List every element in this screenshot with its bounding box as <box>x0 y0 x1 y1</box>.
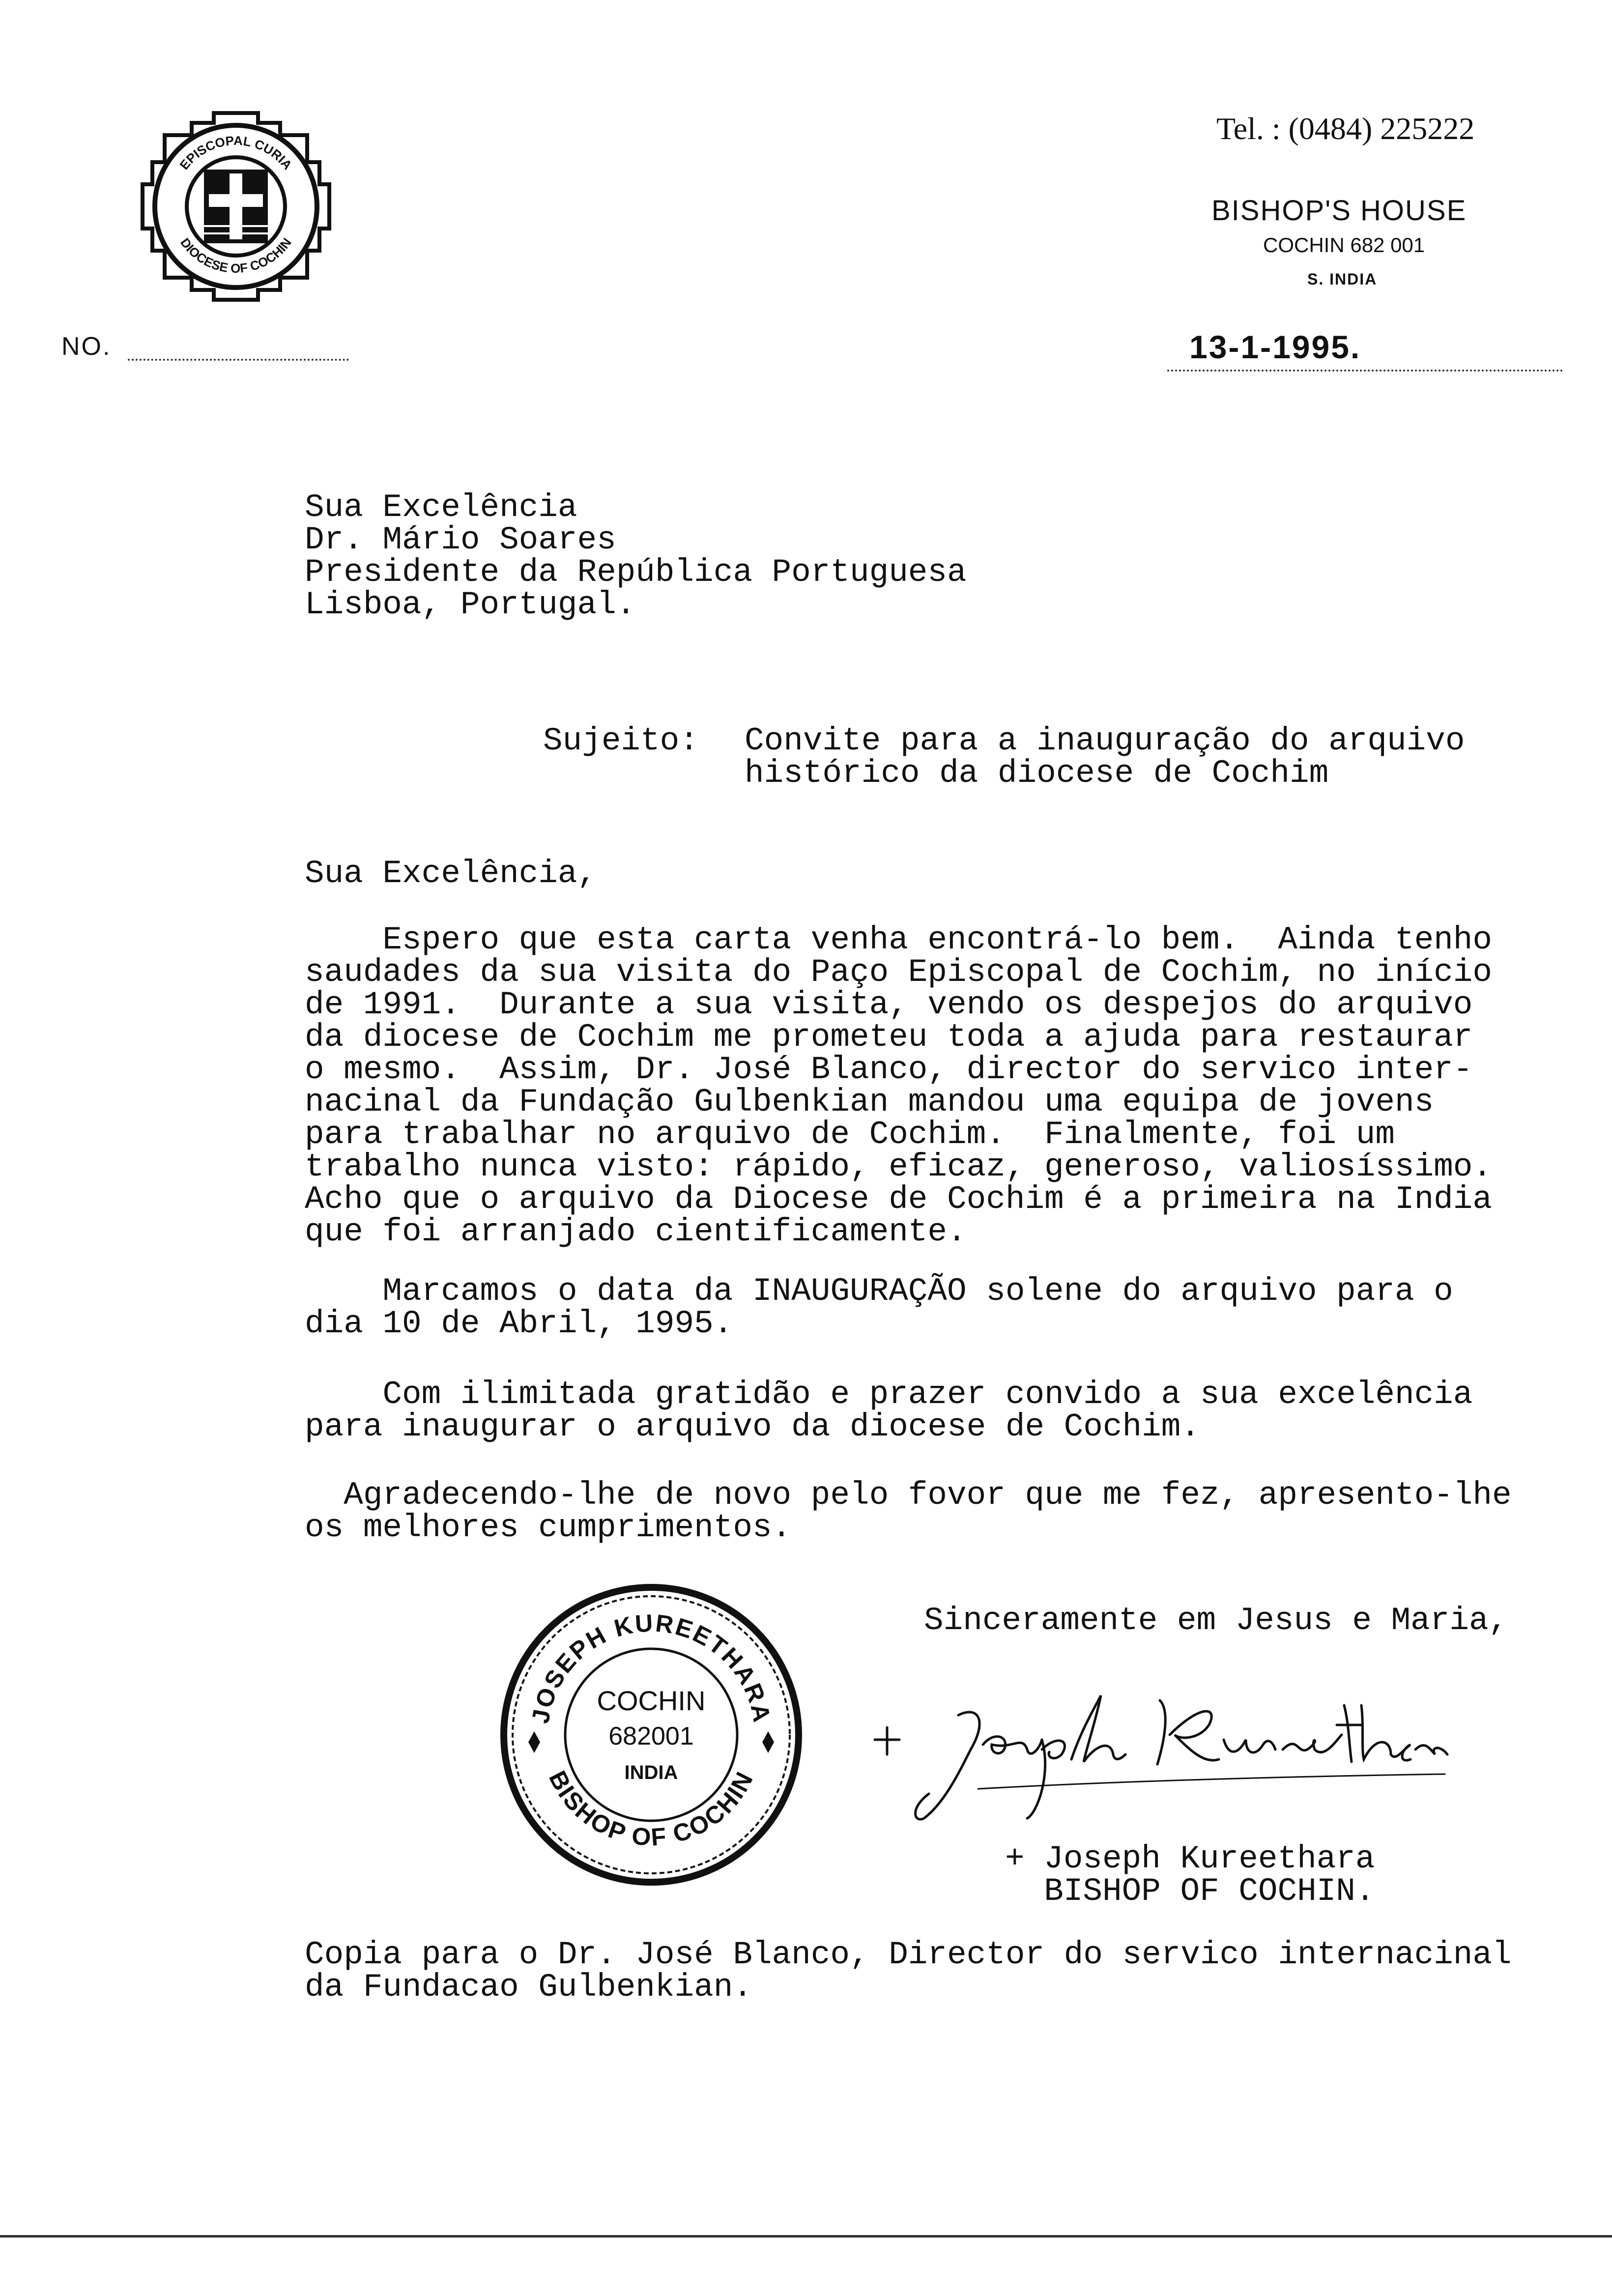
reference-number-label: NO. <box>61 332 112 361</box>
signer-name: + Joseph Kureethara <box>1005 1840 1375 1877</box>
subject-line: Convite para a inauguração do arquivo <box>745 722 1465 759</box>
bishop-rubber-stamp <box>491 1580 811 1890</box>
body-paragraph <box>305 1479 1512 1544</box>
body-line: trabalho nunca visto: rápido, eficaz, generoso, valiosíssimo. <box>305 1148 1492 1185</box>
reference-number-line <box>128 359 349 361</box>
address-line: Dr. Mário Soares <box>305 521 616 558</box>
cc-line: Copia para o Dr. José Blanco, Director do servico internacinal <box>305 1936 1512 1973</box>
body-line: o mesmo. Assim, Dr. José Blanco, director do servico inter- <box>305 1051 1473 1088</box>
signer-title: BISHOP OF COCHIN. <box>1005 1873 1375 1910</box>
seal-center-line: COCHIN <box>597 1685 706 1716</box>
carbon-copy-note <box>305 1936 1512 2006</box>
seal-ring-text-top: JOSEPH KUREETHARA <box>526 1609 777 1726</box>
country: S. INDIA <box>1307 270 1378 288</box>
body-line: Com ilimitada gratidão e prazer convido a sua excelência <box>305 1376 1473 1413</box>
body-line: os melhores cumprimentos. <box>305 1509 792 1546</box>
date-line <box>1167 370 1563 372</box>
seal-center-line: 682001 <box>608 1722 694 1751</box>
body-line: de 1991. Durante a sua visita, vendo os despejos do arquivo <box>305 986 1473 1023</box>
letter-date: 13-1-1995. <box>1189 329 1361 365</box>
body-line: para inaugurar o arquivo da diocese de Cochim. <box>305 1408 1200 1445</box>
subject-line: histórico da diocese de Cochim <box>745 755 1329 792</box>
logo-ring-text-top: EPISCOPAL CURIA <box>176 133 295 172</box>
logo-ring-text-bottom: DIOCESE OF COCHIN <box>177 235 294 276</box>
seal-center-line: INDIA <box>624 1762 678 1783</box>
body-line: Marcamos o data da INAUGURAÇÃO solene do arquivo para o <box>305 1273 1453 1310</box>
body-paragraph <box>305 921 1492 1250</box>
footer-rule <box>0 2235 1612 2238</box>
address-line: Sua Excelência <box>305 489 577 526</box>
subject-label: Sujeito: <box>543 722 699 759</box>
handwritten-signature <box>865 1676 1455 1823</box>
city-postcode: COCHIN 682 001 <box>1263 233 1425 257</box>
subject-text <box>745 722 1465 792</box>
body-line: Agradecendo-lhe de novo pelo fovor que me fez, apresento-lhe <box>305 1477 1512 1514</box>
body-line: da diocese de Cochim me prometeu toda a ajuda para restaurar <box>305 1019 1473 1056</box>
seal-ring-text-bottom: BISHOP OF COCHIN <box>543 1766 759 1851</box>
body-line: que foi arranjado cientificamente. <box>305 1213 967 1250</box>
closing: Sinceramente em Jesus e Maria, <box>924 1602 1508 1639</box>
bishops-house-heading: BISHOP'S HOUSE <box>1211 195 1467 227</box>
body-line: Acho que o arquivo da Diocese de Cochim é a primeira na India <box>305 1181 1492 1218</box>
address-line: Presidente da República Portuguesa <box>305 554 967 591</box>
salutation: Sua Excelência, <box>305 855 597 892</box>
body-paragraph <box>305 1275 1453 1340</box>
body-line: Espero que esta carta venha encontrá-lo bem. Ainda tenho <box>305 921 1492 958</box>
telephone-number: Tel. : (0484) 225222 <box>1216 111 1475 146</box>
body-line: nacinal da Fundação Gulbenkian mandou uma equipa de jovens <box>305 1084 1434 1120</box>
body-line: saudades da sua visita do Paço Episcopal de Cochim, no início <box>305 954 1492 991</box>
cc-line: da Fundacao Gulbenkian. <box>305 1969 752 2006</box>
body-line: dia 10 de Abril, 1995. <box>305 1305 733 1342</box>
body-line: para trabalhar no arquivo de Cochim. Finalmente, foi um <box>305 1116 1395 1153</box>
body-paragraph <box>305 1378 1472 1443</box>
recipient-address <box>305 491 967 621</box>
signer-block <box>1005 1840 1375 1910</box>
address-line: Lisboa, Portugal. <box>305 586 636 623</box>
diocese-logo <box>140 111 332 302</box>
